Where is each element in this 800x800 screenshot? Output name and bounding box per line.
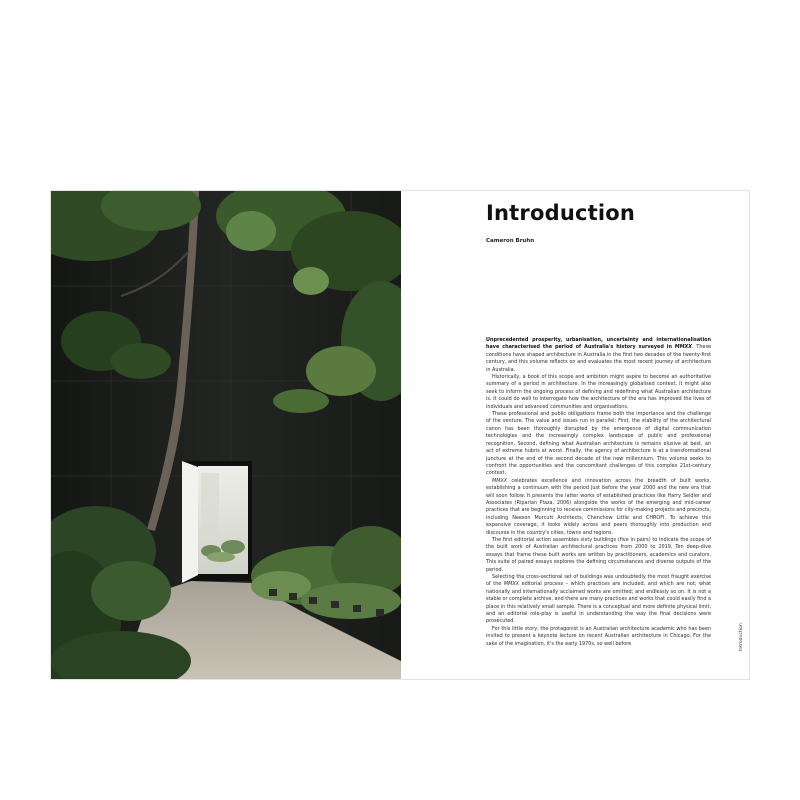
paragraph-4: [486, 478, 711, 537]
text-page: [401, 191, 750, 680]
chapter-title: Introduction: [486, 201, 636, 225]
book-spread: [50, 190, 750, 680]
paragraph-7: For this little story, the protagonist is an Australian architecture academic who has been invited to present a keynote lecture on recent Australian architecture in Chicago. For the sake of the imagination, it's the early 1970s, so well before: [486, 625, 711, 647]
author-byline: Cameron Bruhn: [486, 238, 535, 244]
paragraph-lead: [486, 337, 711, 374]
p4-rest: celebrates excellence and innovation across the breadth of built works, establishing a continuum with the period just before the year 2000 and the new era that will soon follow. It presents the latter works of established practices like Harry Seidler and Associates (Riparian Plaza, 2006) alongside the works of the emerging and mid-career practices that are beginning to receive commissions for city-making projects and precincts, including Neeson Murcutt Architects, Chenchow Little and CHROFI. To achieve this expansive coverage, it looks widely across and peers thoroughly into production and discourse in the country's cities, towns and regions.: [486, 477, 711, 536]
lead-bold: Unprecedented prosperity, urbanisation, uncertainty and internationalisation have characterised the period of Australia's history surveyed in: [486, 337, 711, 351]
p6-italic: MMXX: [503, 581, 520, 588]
paragraph-3: These professional and public obligations frame both the importance and the challenge of the venture. The value and issues run in parallel: First, the stability of the architectural canon has been thoroughly disrupted by the emergence of digital communication technologies and the increasingly complex landscape of public and professional recognition. Second, defining what Australian architecture is remains elusive at best, an act of extreme hubris at worst. Finally, the agency of architecture is at a transformational juncture at the end of the second decade of the new millennium. This volume seeks to confront the opportunities and the concomitant challenges of this complex 21st-century context.: [486, 411, 711, 477]
courtyard-photo: [51, 191, 401, 680]
p4-italic: MMXX: [492, 477, 508, 484]
paragraph-6: [486, 574, 711, 626]
lead-rest: . These conditions have shaped architecture in Australia in the first two decades of the twenty-first century, and this volume reflects on and evaluates the most recent journey of architecture in Australia.: [486, 344, 711, 373]
paragraph-2: Historically, a book of this scope and ambition might aspire to become an authoritative summary of a period in architecture. In the increasingly globalised context, it might also seek to inform the ongoing process of defining and redefining what Australian architecture is. It could do well to interrogate how the architecture of the era has improved the lives of individuals and advanced communities and organisations.: [486, 374, 711, 410]
p6-before: Selecting the cross-sectional set of buildings was undoubtedly the most fraught exercise of the: [486, 574, 711, 588]
lead-italic: MMXX: [674, 344, 693, 351]
body-text: [486, 337, 711, 677]
photo-page: [51, 191, 401, 680]
open-door: [182, 461, 198, 583]
paragraph-5: The first editorial action assembles sixty buildings (five in pairs) to indicate the scope of the built work of Australian architectural practices from 2000 to 2019. Ten deep-dive essays that frame these built works are written by practitioners, academics and curators. This suite of paired essays explores the defining circumstances and diverse outputs of the period.: [486, 536, 711, 573]
p6-after: editorial process – which practices are included, and which are not; what nationally and internationally acclaimed works are omitted; and endlessly so on. It is not a stable or complete archive, and there are many practices and works that could easily find a place in this relatively small sample. There is a conceptual and more definite physical limit, and an editorial role-play is useful in understanding the way the final decisions were prosecuted.: [486, 581, 711, 625]
running-head: Introduction: [739, 623, 744, 651]
